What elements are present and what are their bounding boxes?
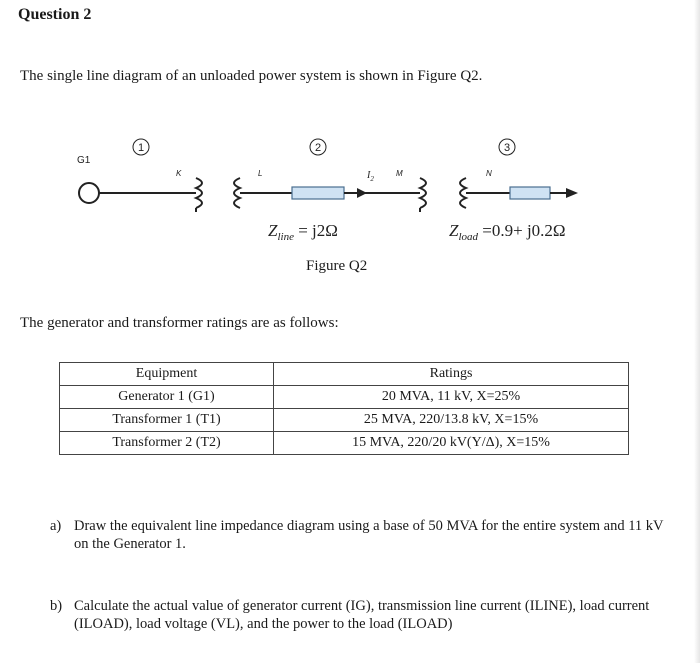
- z-line-label: $Z_{line} = j2\Omega$: [268, 221, 338, 243]
- load-impedance-box: [510, 187, 550, 199]
- transformer-1-secondary-coil: [234, 178, 240, 208]
- line-current-arrow: [357, 188, 367, 198]
- question-a-text: Draw the equivalent line impedance diagram using a base of 50 MVA for the entire system and 11 kV on the Generator 1.: [74, 518, 664, 552]
- z-load-label: $Z_{load} =0.9+ j0.2\Omega$: [449, 221, 566, 243]
- figure-caption: Figure Q2: [306, 258, 368, 274]
- equipment-cell: Transformer 2 (T2): [60, 432, 274, 455]
- equipment-cell: Generator 1 (G1): [60, 386, 274, 409]
- bus-3-number: 3: [503, 142, 511, 154]
- header-ratings: Ratings: [274, 363, 629, 386]
- rating-cell: 25 MVA, 220/13.8 kV, X=15%: [274, 409, 629, 432]
- question-b: [50, 597, 680, 633]
- rating-cell: 15 MVA, 220/20 kV(Y/Δ), X=15%: [274, 432, 629, 455]
- intro-text: The single line diagram of an unloaded power system is shown in Figure Q2.: [20, 68, 483, 84]
- node-label-l: L: [258, 169, 263, 178]
- question-title: Question 2: [18, 6, 92, 23]
- ratings-table: [59, 362, 629, 455]
- rating-cell: 20 MVA, 11 kV, X=25%: [274, 386, 629, 409]
- header-equipment: Equipment: [60, 363, 274, 386]
- question-a: [50, 517, 670, 553]
- gen-label: G1: [77, 155, 91, 166]
- node-label-m: M: [396, 169, 403, 178]
- table-header-row: [60, 363, 629, 386]
- transformer-1-primary-coil: [196, 178, 202, 208]
- question-b-label: b): [50, 598, 63, 614]
- line-current-label: $I_2$: [367, 170, 374, 183]
- transformer-2-secondary-coil: [460, 178, 466, 208]
- ratings-intro: The generator and transformer ratings are as follows:: [20, 315, 339, 331]
- page-edge-shadow: [694, 0, 700, 663]
- table-row: [60, 432, 629, 455]
- table-row: [60, 386, 629, 409]
- bus-2-number: 2: [314, 142, 322, 154]
- question-b-text: Calculate the actual value of generator current (IG), transmission line current (ILINE), load current (ILOAD), load voltage (VL), and the power to the load (ILOAD): [74, 598, 650, 632]
- equipment-cell: Transformer 1 (T1): [60, 409, 274, 432]
- table-row: [60, 409, 629, 432]
- transformer-2-primary-coil: [420, 178, 426, 208]
- question-a-label: a): [50, 518, 62, 534]
- load-arrow: [566, 188, 578, 198]
- node-label-n: N: [486, 169, 492, 178]
- node-label-k: K: [176, 169, 182, 178]
- generator-symbol: [79, 183, 99, 203]
- line-impedance-box: [292, 187, 344, 199]
- bus-1-number: 1: [137, 142, 145, 154]
